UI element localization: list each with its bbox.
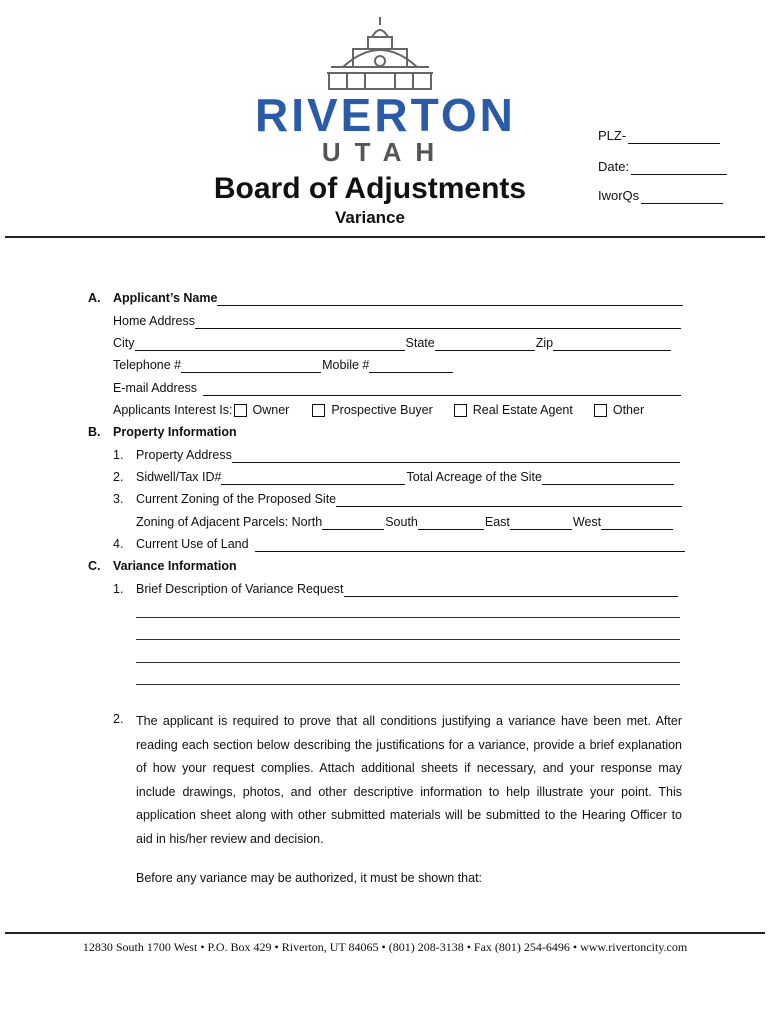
sidwell-label: Sidwell/Tax ID# [136,470,222,484]
office-plz-line[interactable] [628,131,720,144]
email-label: E-mail Address [113,381,198,395]
footer-contact: 12830 South 1700 West • P.O. Box 429 • Riverton, UT 84065 • (801) 208-3138 • Fax (801) 254-6496 • www.rivertoncity.com [82,940,688,954]
home-address-label: Home Address [113,314,195,328]
logo-subword: UTAH [321,137,449,167]
east-label: East [484,515,510,529]
other-checkbox[interactable] [594,404,607,417]
applicant-name-row[interactable] [113,291,684,306]
office-iworqs-field[interactable] [598,188,723,204]
owner-label: Owner [252,403,290,417]
variance-description-field[interactable] [344,584,678,597]
owner-checkbox[interactable] [234,404,247,417]
page-title: Board of Adjustments [213,172,527,205]
description-line-3[interactable] [136,639,680,640]
b3-num: 3. [113,492,124,506]
south-field[interactable] [418,517,484,530]
office-plz-field[interactable] [598,128,720,144]
property-address-field[interactable] [232,450,680,463]
mobile-field[interactable] [369,360,453,373]
real-estate-agent-label: Real Estate Agent [472,403,573,417]
current-zoning-row[interactable] [136,492,683,507]
logo-wordmark: RIVERTON [255,89,516,141]
city-label: City [113,336,135,350]
state-field[interactable] [435,338,535,351]
interest-label: Applicants Interest Is: [113,403,233,417]
prospective-buyer-label: Prospective Buyer [331,403,433,417]
zip-field[interactable] [553,338,671,351]
north-field[interactable] [322,517,384,530]
west-label: West [572,515,602,529]
home-address-field[interactable] [195,316,681,329]
section-c-heading: Variance Information [113,559,237,573]
current-use-row[interactable] [136,537,686,552]
sidwell-row[interactable] [136,470,675,485]
current-use-label: Current Use of Land [136,537,249,551]
east-field[interactable] [510,517,572,530]
current-use-field[interactable] [255,539,685,552]
acreage-field[interactable] [542,472,674,485]
office-date-line[interactable] [631,162,727,175]
office-date-label: Date: [598,159,630,174]
west-field[interactable] [601,517,673,530]
prospective-buyer-checkbox[interactable] [312,404,325,417]
city-row[interactable] [113,336,672,351]
c2-num: 2. [113,712,124,726]
telephone-row[interactable] [113,358,454,373]
variance-conditions-intro: Before any variance may be authorized, it must be shown that: [136,871,483,885]
real-estate-agent-checkbox[interactable] [454,404,467,417]
acreage-label: Total Acreage of the Site [406,470,542,484]
office-date-field[interactable] [598,159,727,175]
c1-num: 1. [113,582,124,596]
adjacent-north-label: Zoning of Adjacent Parcels: North [136,515,323,529]
b4-num: 4. [113,537,124,551]
office-iworqs-line[interactable] [641,191,723,204]
current-zoning-label: Current Zoning of the Proposed Site [136,492,337,506]
section-c-letter: C. [88,559,101,573]
home-address-row[interactable] [113,314,682,329]
adjacent-zoning-row[interactable] [136,515,674,530]
variance-description-row[interactable] [136,582,679,597]
south-label: South [385,515,418,529]
city-field[interactable] [135,338,405,351]
mobile-label: Mobile # [322,358,370,372]
office-iworqs-label: IworQs [598,188,640,203]
section-b-letter: B. [88,425,101,439]
description-line-2[interactable] [136,617,680,618]
office-plz-label: PLZ- [598,128,627,143]
interest-row [113,403,644,418]
property-address-label: Property Address [136,448,232,462]
property-address-row[interactable] [136,448,681,463]
telephone-field[interactable] [181,360,321,373]
header-divider [5,236,765,238]
page-subtitle: Variance [335,208,405,227]
applicant-name-field[interactable] [217,293,683,306]
email-field[interactable] [203,383,681,396]
section-a-letter: A. [88,291,101,305]
footer-divider [5,932,765,934]
applicant-name-label: Applicant’s Name [113,291,218,305]
section-b-heading: Property Information [113,425,237,439]
state-label: State [405,336,435,350]
telephone-label: Telephone # [113,358,182,372]
current-zoning-field[interactable] [336,494,682,507]
b1-num: 1. [113,448,124,462]
description-line-4[interactable] [136,662,680,663]
variance-description-label: Brief Description of Variance Request [136,582,344,596]
email-row[interactable] [113,381,682,396]
description-line-5[interactable] [136,684,680,685]
variance-instructions: The applicant is required to prove that all conditions justifying a variance have been met. After reading each section below describing the justifications for a variance, provide a brief explanation of how your request complies. Attach additional sheets if necessary, and your response may include drawings, photos, and other descriptive information to help illustrate your point. This application sheet along with other submitted materials will be submitted to the Hearing Officer to aid in his/her review and decision. [136,714,682,846]
other-label: Other [612,403,645,417]
zip-label: Zip [535,336,554,350]
sidwell-field[interactable] [221,472,405,485]
b2-num: 2. [113,470,124,484]
